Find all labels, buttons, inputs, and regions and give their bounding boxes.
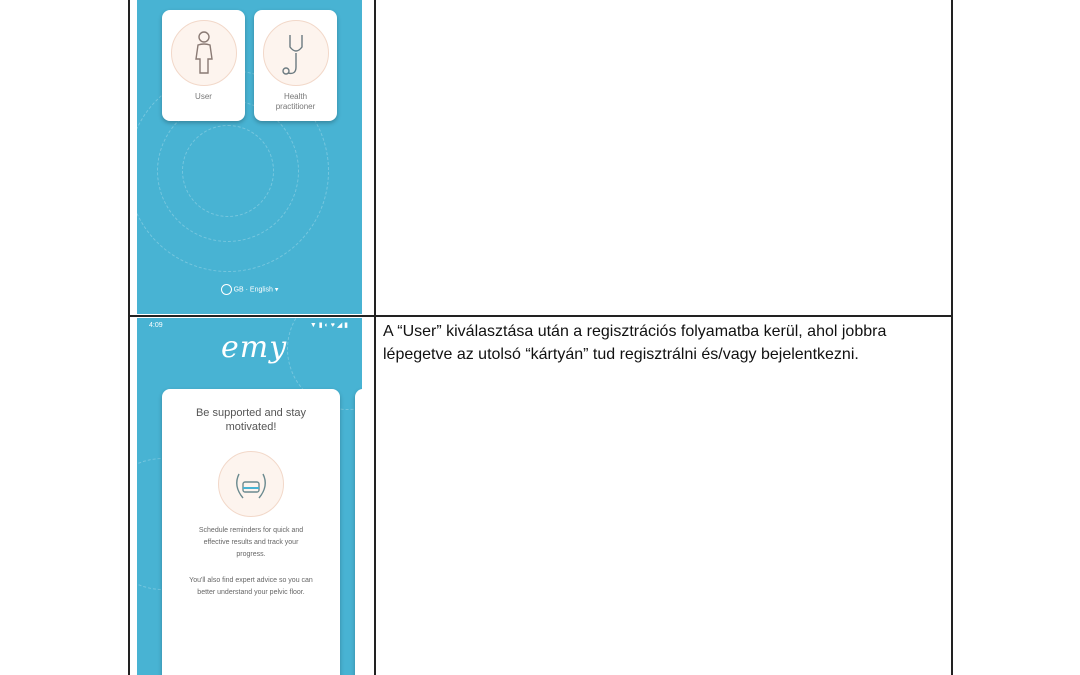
onboarding-card[interactable]	[162, 389, 340, 675]
stethoscope-icon	[263, 20, 329, 86]
language-selector[interactable]	[137, 284, 362, 295]
globe-icon	[221, 284, 232, 295]
table-border-left	[128, 0, 130, 675]
background-flower	[182, 125, 274, 217]
step-description: A “User” kiválasztása után a regisztrációs folyamatba kerül, ahol jobbra lépegetve az utolsó “kártyán” tud regisztrálni és/vagy bejelentkezni.	[383, 323, 887, 363]
table-column-divider	[374, 0, 376, 675]
emy-logo: emy	[221, 330, 288, 365]
status-time: 4:09	[149, 322, 163, 329]
language-label: GB · English ▾	[233, 286, 279, 294]
person-icon	[171, 20, 237, 86]
health-practitioner-label: Health practitioner	[275, 92, 316, 111]
status-icons: ▼ ▮ ◐ ♥ ◢ ▮	[309, 322, 348, 329]
table-row-divider	[128, 315, 953, 317]
next-card-peek[interactable]	[355, 389, 362, 675]
user-card-label: User	[195, 92, 212, 101]
health-practitioner-card[interactable]	[254, 10, 337, 121]
laurel-icon	[218, 451, 284, 517]
role-select-screenshot	[137, 0, 362, 314]
onboarding-card-title: Be supported and stay motivated!	[195, 407, 307, 433]
user-card[interactable]	[162, 10, 245, 121]
onboarding-card-text-1: Schedule reminders for quick and effective results and track your progress.	[198, 527, 304, 558]
onboarding-screenshot	[137, 318, 362, 675]
table-border-right	[951, 0, 953, 675]
onboarding-card-text-2: You'll also find expert advice so you can better understand your pelvic floor.	[189, 577, 313, 596]
